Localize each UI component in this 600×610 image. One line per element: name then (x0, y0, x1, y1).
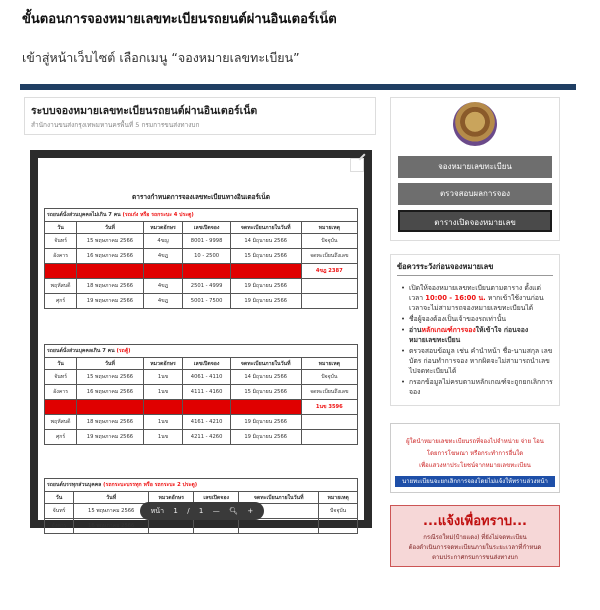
site-subtitle: สำนักงานขนส่งกรุงเทพมหานครพื้นที่ 5 กรมการขนส่งทางบก (31, 121, 200, 129)
open-in-new-window-icon[interactable] (350, 158, 364, 172)
banner-bar: นายทะเบียนจะยกเลิกการจองโดยไม่แจ้งให้ทราบล่วงหน้า (395, 476, 555, 487)
list-item: • อ่านหลักเกณฑ์การจองให้เข้าใจ ก่อนจองหมายเลขทะเบียน (401, 325, 555, 345)
col-header: หมวดอักษร (149, 492, 194, 504)
col-header: วัน (45, 492, 74, 504)
banner-text: โดยการโฆษณา หรือกระทำการอื่นใด (426, 450, 524, 457)
notice-list (401, 283, 555, 398)
col-header: เลขเปิดจอง (183, 222, 230, 234)
menu-check-result-button[interactable]: ตรวจสอบผลการจอง (398, 183, 552, 205)
list-item: • ชื่อผู้จองต้องเป็นเจ้าของรถเท่านั้น (401, 314, 555, 324)
banner-text: เพื่อแสวงหาประโยชน์จากหมายเลขทะเบียน (419, 462, 531, 469)
col-header: จดทะเบียนภายในวันที่ (230, 358, 301, 370)
col-header: หมายเหตุ (301, 222, 357, 234)
list-item: • เปิดให้จองหมายเลขทะเบียนตามตาราง ตั้งแต่เวลา 10:00 - 16:00 น. หากเข้าใช้งานก่อนเวลาจะไม่สามารถจองหมายเลขทะเบียนได้ (401, 283, 555, 313)
zoom-icon[interactable]: 🔍︎ (229, 507, 238, 515)
banner-text: ต้องดำเนินการจดทะเบียนภายในระยะเวลาที่กำหนด (408, 544, 542, 551)
col-header: เลขเปิดจอง (194, 492, 239, 504)
col-header: หมวดอักษร (143, 222, 183, 234)
notice-box (390, 254, 560, 406)
pdf-viewer[interactable] (30, 150, 372, 528)
site-header (24, 97, 376, 135)
banner-text: กรณีรถใหม่(ป้ายแดง) ที่ยังไม่จดทะเบียน (423, 534, 527, 541)
announcement-banner[interactable] (390, 505, 560, 567)
col-header: วันที่ (74, 492, 149, 504)
menu-reserve-number-button[interactable]: จองหมายเลขทะเบียน (398, 156, 552, 178)
schedule-table-2 (44, 344, 358, 445)
table-row: จันทร์ 15 พฤษภาคม 2566 ปัจจุบัน (45, 504, 358, 519)
col-header: หมายเหตุ (319, 492, 358, 504)
col-header: หมวดอักษร (143, 358, 183, 370)
holiday-row: 1นข 3596 (45, 400, 358, 415)
table-row: จันทร์ 15 พฤษภาคม 2566 1นข 4061 - 4110 14 มิถุนายน 2566 ปัจจุบัน (45, 370, 358, 385)
list-item: • กรอกข้อมูลไม่ครบตามหลักเกณฑ์จะถูกยกเลิกการจอง (401, 377, 555, 397)
zoom-out-button[interactable]: — (212, 507, 220, 515)
col-header: จดทะเบียนภายในวันที่ (239, 492, 319, 504)
section-title: รถยนต์นั่งส่วนบุคคลไม่เกิน 7 คน (รถเก๋ง หรือ รถกระบะ 4 ประตู) (45, 209, 358, 222)
warning-banner[interactable] (390, 423, 560, 493)
col-header: วัน (45, 222, 77, 234)
instruction-heading: ขั้นตอนการจองหมายเลขทะเบียนรถยนต์ผ่านอินเตอร์เน็ต (22, 12, 337, 27)
section-title: รถยนต์บรรทุกส่วนบุคคล (รถกระบะบรรทุก หรือ รถกระบะ 2 ประตู) (45, 479, 358, 492)
notice-title: ข้อควรระวังก่อนจองหมายเลข (397, 262, 494, 271)
banner-text: ตามประกาศกรมการขนส่งทางบก (432, 554, 518, 561)
col-header: วันที่ (77, 222, 144, 234)
col-header: หมายเหตุ (301, 358, 357, 370)
dlt-seal-logo (453, 102, 497, 146)
page-number[interactable]: 1 (173, 507, 178, 515)
sidebar-menu-box (390, 97, 560, 241)
holiday-row: 4ขฎ 2387 (45, 264, 358, 279)
pdf-toolbar (140, 502, 264, 520)
schedule-table-1 (44, 208, 358, 309)
col-header: วันที่ (77, 358, 144, 370)
page-separator: / (187, 507, 190, 515)
header-divider (20, 84, 576, 90)
instruction-text: เข้าสู่หน้าเว็บไซต์ เลือกเมนู “จองหมายเลขทะเบียน” (22, 50, 300, 65)
rules-link[interactable]: หลักเกณฑ์การจอง (421, 326, 476, 334)
table-row: ศุกร์ 19 พฤษภาคม 2566 4ขฎ 5001 - 7500 19 มิถุนายน 2566 (45, 294, 358, 309)
table-row: อังคาร 16 พฤษภาคม 2566 (45, 519, 358, 534)
pdf-page (38, 158, 364, 529)
col-header: วัน (45, 358, 77, 370)
table-row: อังคาร 16 พฤษภาคม 2566 4ขฎ 10 - 2500 15 มิถุนายน 2566 จดทะเบียนถึงเลข (45, 249, 358, 264)
table-row: อังคาร 16 พฤษภาคม 2566 1นข 4111 - 4160 15 มิถุนายน 2566 จดทะเบียนถึงเลข (45, 385, 358, 400)
table-row: จันทร์ 15 พฤษภาคม 2566 4ขญ 8001 - 9998 14 มิถุนายน 2566 ปัจจุบัน (45, 234, 358, 249)
banner-text: ผู้ใดนำหมายเลขทะเบียนรถที่จองไปจำหน่าย จ่าย โอน (406, 438, 544, 445)
site-title: ระบบจองหมายเลขทะเบียนรถยนต์ผ่านอินเตอร์เน็ต (31, 105, 258, 117)
col-header: จดทะเบียนภายในวันที่ (230, 222, 301, 234)
section-title: รถยนต์นั่งส่วนบุคคลเกิน 7 คน (รถตู้) (45, 345, 358, 358)
zoom-in-button[interactable]: + (247, 507, 254, 515)
page-label: หน้า (150, 506, 165, 515)
table-row: ศุกร์ 19 พฤษภาคม 2566 1นข 4211 - 4260 19 มิถุนายน 2566 (45, 430, 358, 445)
table-row: พฤหัสบดี 18 พฤษภาคม 2566 1นข 4161 - 4210 19 มิถุนายน 2566 (45, 415, 358, 430)
page-total: 1 (198, 507, 204, 515)
divider (397, 275, 553, 276)
col-header: เลขเปิดจอง (183, 358, 230, 370)
document-title: ตารางกำหนดการจองเลขทะเบียนทางอินเตอร์เน็ต (132, 193, 270, 201)
table-row: พฤหัสบดี 18 พฤษภาคม 2566 4ขฎ 2501 - 4999 19 มิถุนายน 2566 (45, 279, 358, 294)
menu-schedule-button[interactable]: ตารางเปิดจองหมายเลข (398, 210, 552, 232)
list-item: • ตรวจสอบข้อมูล เช่น คำนำหน้า ชื่อ-นามสกุล เลขบัตร ก่อนทำการจอง หากผิดจะไม่สามารถนำเลขไปจดทะเบียนได้ (401, 346, 555, 376)
banner-title: ...แจ้งเพื่อทราบ... (423, 514, 527, 529)
